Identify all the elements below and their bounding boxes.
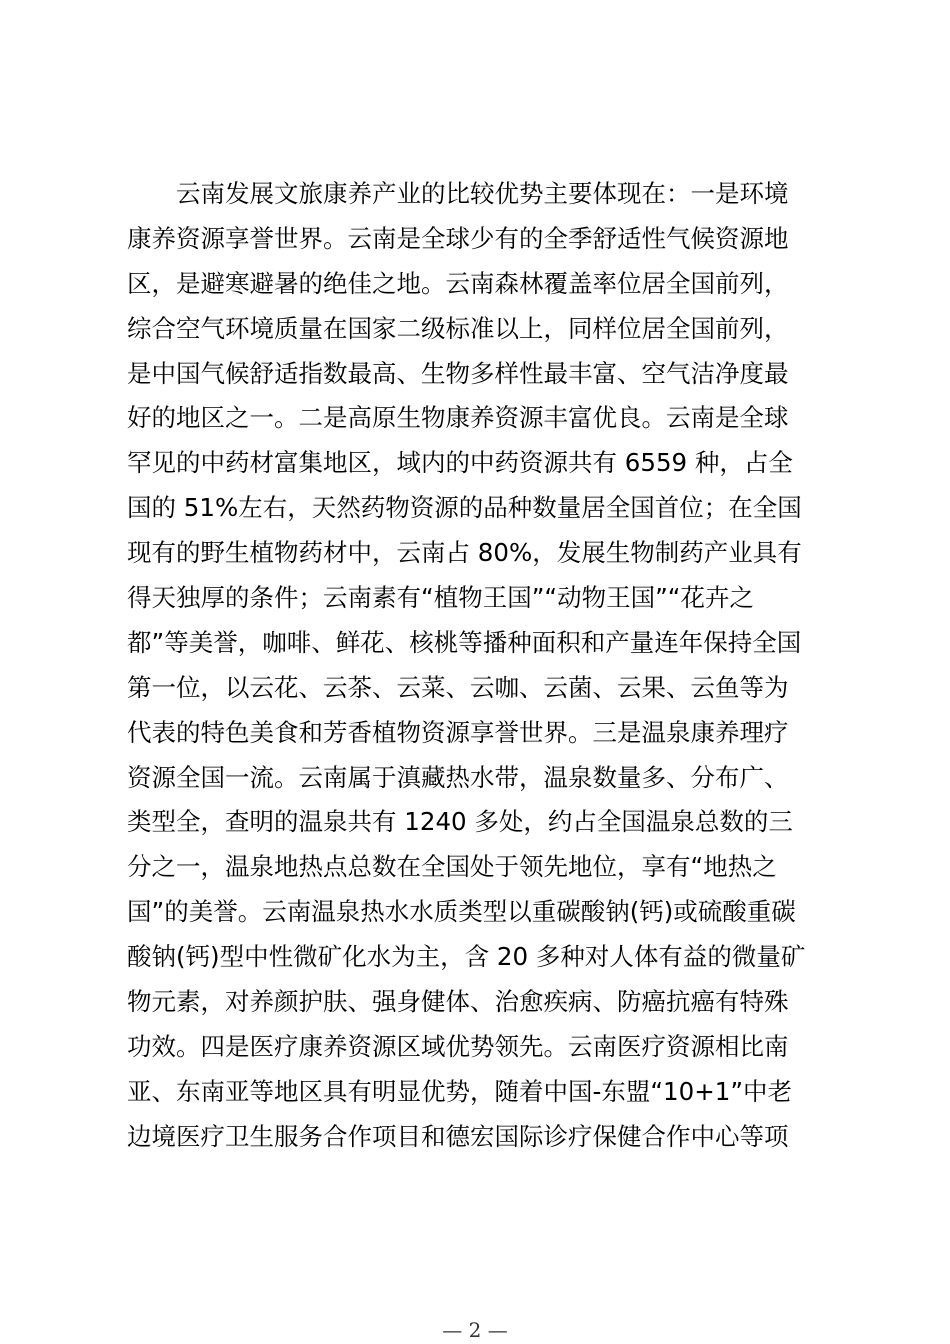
text-line: 区，是避寒避暑的绝佳之地。云南森林覆盖率位居全国前列，	[127, 268, 789, 298]
text-line: 都”等美誉，咖啡、鲜花、核桃等播种面积和产量连年保持全国	[127, 627, 802, 657]
text-line: 分之一，温泉地热点总数在全国处于领先地位，享有“地热之	[127, 852, 777, 882]
text-line: 综合空气环境质量在国家二级标准以上，同样位居全国前列，	[127, 313, 789, 343]
text-line: 类型全，查明的温泉共有 1240 多处，约占全国温泉总数的三	[127, 807, 793, 837]
text-line: 现有的野生植物药材中，云南占 80%，发展生物制药产业具有	[127, 538, 802, 568]
text-line: 康养资源享誉世界。云南是全球少有的全季舒适性气候资源地	[127, 223, 789, 253]
text-line: 云南发展文旅康养产业的比较优势主要体现在：一是环境	[127, 179, 789, 208]
text-line: 国的 51%左右，天然药物资源的品种数量居全国首位；在全国	[127, 493, 802, 523]
body-paragraph	[127, 172, 847, 1160]
text-line: 功效。四是医疗康养资源区域优势领先。云南医疗资源相比南	[127, 1031, 789, 1061]
text-line: 得天独厚的条件；云南素有“植物王国”“动物王国”“花卉之	[127, 583, 754, 613]
text-line: 罕见的中药材富集地区，域内的中药资源共有 6559 种，占全	[127, 448, 793, 478]
text-line: 是中国气候舒适指数最高、生物多样性最丰富、空气洁净度最	[127, 358, 789, 388]
text-line: 边境医疗卫生服务合作项目和德宏国际诊疗保健合作中心等项	[127, 1121, 789, 1151]
text-line: 第一位，以云花、云茶、云菜、云咖、云菌、云果、云鱼等为	[127, 672, 789, 702]
text-line: 亚、东南亚等地区具有明显优势，随着中国-东盟“10+1”中老	[127, 1076, 793, 1106]
text-line: 国”的美誉。云南温泉热水水质类型以重碳酸钠(钙)或硫酸重碳	[127, 897, 796, 927]
text-line: 代表的特色美食和芳香植物资源享誉世界。三是温泉康养理疗	[127, 717, 789, 747]
text-line: 物元素，对养颜护肤、强身健体、治愈疾病、防癌抗癌有特殊	[127, 987, 789, 1017]
text-line: 好的地区之一。二是高原生物康养资源丰富优良。云南是全球	[127, 403, 789, 433]
page-number: — 2 —	[442, 1318, 508, 1342]
text-line: 酸钠(钙)型中性微矿化水为主，含 20 多种对人体有益的微量矿	[127, 942, 806, 972]
text-line: 资源全国一流。云南属于滇藏热水带，温泉数量多、分布广、	[127, 762, 789, 792]
